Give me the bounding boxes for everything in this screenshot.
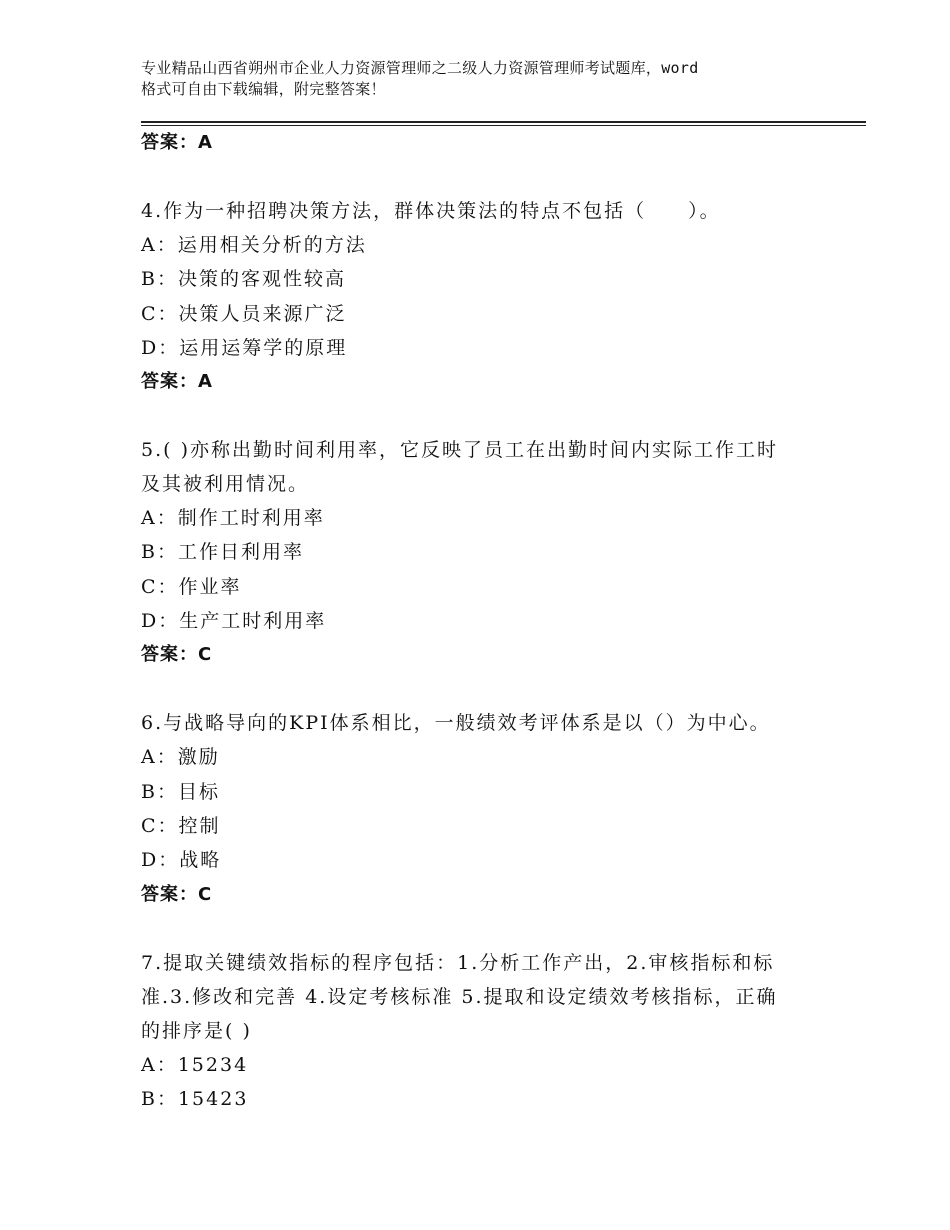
document-header — [141, 58, 841, 100]
option-b: B：工作日利用率 — [141, 541, 304, 564]
question-5 — [141, 433, 866, 672]
question-text: 6.与战略导向的KPI体系相比，一般绩效考评体系是以（）为中心。 — [141, 712, 771, 735]
option-d: D：生产工时利用率 — [141, 610, 327, 633]
option-a: A：运用相关分析的方法 — [141, 234, 367, 256]
option-c: C：作业率 — [141, 575, 242, 598]
question-text-line-2: 准.3.修改和完善 4.设定考核标准 5.提取和设定绩效考核指标，正确 — [141, 985, 778, 1008]
question-4 — [141, 194, 866, 399]
option-b: B：15423 — [141, 1087, 249, 1110]
header-divider-thick — [141, 121, 866, 123]
question-text-line-3: 的排序是( ) — [141, 1019, 252, 1042]
answer-line: 答案：C — [141, 644, 213, 666]
option-b: B：目标 — [141, 780, 220, 803]
header-line-1: 专业精品山西省朔州市企业人力资源管理师之二级人力资源管理师考试题库，word — [141, 59, 699, 77]
document-body — [141, 126, 866, 1116]
option-a: A：15234 — [141, 1053, 249, 1076]
question-text: 4.作为一种招聘决策方法，群体决策法的特点不包括（ ）。 — [141, 200, 721, 222]
option-c: C：决策人员来源广泛 — [141, 302, 347, 325]
question-text-line-1: 7.提取关键绩效指标的程序包括：1.分析工作产出，2.审核指标和标 — [141, 951, 775, 974]
option-d: D：运用运筹学的原理 — [141, 336, 348, 359]
option-a: A：激励 — [141, 746, 220, 769]
option-b: B：决策的客观性较高 — [141, 268, 346, 291]
question-6 — [141, 706, 866, 911]
question-text-line-1: 5.( )亦称出勤时间利用率，它反映了员工在出勤时间内实际工作工时 — [141, 439, 778, 462]
header-line-2: 格式可自由下载编辑，附完整答案！ — [141, 80, 386, 98]
answer-line: 答案：A — [141, 371, 213, 393]
answer-line: 答案：C — [141, 883, 213, 905]
option-d: D：战略 — [141, 849, 222, 872]
option-c: C：控制 — [141, 814, 221, 837]
question-7 — [141, 946, 866, 1117]
question-text-line-2: 及其被利用情况。 — [141, 473, 310, 496]
answer-line: 答案：A — [141, 132, 213, 153]
option-a: A：制作工时利用率 — [141, 507, 325, 530]
